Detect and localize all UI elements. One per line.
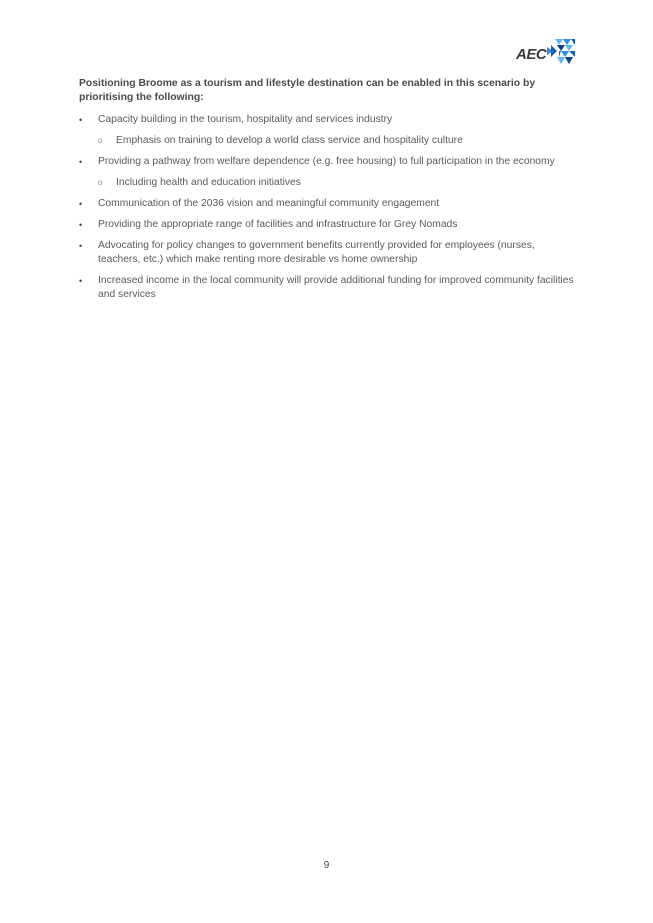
section-heading: Positioning Broome as a tourism and lifestyle destination can be enabled in this scenario by prioritising the following: — [79, 78, 536, 103]
page-number: 9 — [323, 860, 330, 871]
bullet-icon: • — [79, 115, 83, 125]
list-item-text: Providing the appropriate range of facilities and infrastructure for Grey Nomads — [98, 219, 458, 230]
bullet-icon: • — [79, 276, 83, 286]
bullet-icon: • — [79, 157, 83, 167]
list-item-text: Advocating for policy changes to government benefits currently provided for employees (nurses, teachers, etc.) which make renting more desirable vs home ownership — [98, 240, 535, 265]
list-item — [79, 218, 579, 232]
list-item — [79, 274, 579, 302]
list-item-text: Emphasis on training to develop a world class service and hospitality culture — [116, 135, 463, 146]
list-item-text: Including health and education initiatives — [116, 177, 301, 188]
aec-logo — [516, 39, 576, 65]
priority-list — [79, 113, 579, 309]
list-item — [79, 239, 579, 267]
sub-list-item — [79, 176, 579, 190]
list-item-text: Capacity building in the tourism, hospitality and services industry — [98, 114, 393, 125]
list-item-text: Communication of the 2036 vision and meaningful community engagement — [98, 198, 440, 209]
sub-list-item — [79, 134, 579, 148]
circle-bullet-icon: o — [98, 136, 103, 145]
bullet-icon: • — [79, 241, 83, 251]
list-item-text: Increased income in the local community will provide additional funding for improved community facilities and services — [98, 275, 574, 300]
logo-text: AEC — [516, 46, 547, 63]
list-item — [79, 197, 579, 211]
list-item-text: Providing a pathway from welfare dependence (e.g. free housing) to full participation in the economy — [98, 156, 555, 167]
bullet-icon: • — [79, 199, 83, 209]
logo-mark-icon — [547, 39, 575, 64]
list-item — [79, 155, 579, 169]
bullet-icon: • — [79, 220, 83, 230]
circle-bullet-icon: o — [98, 178, 103, 187]
list-item — [79, 113, 579, 127]
